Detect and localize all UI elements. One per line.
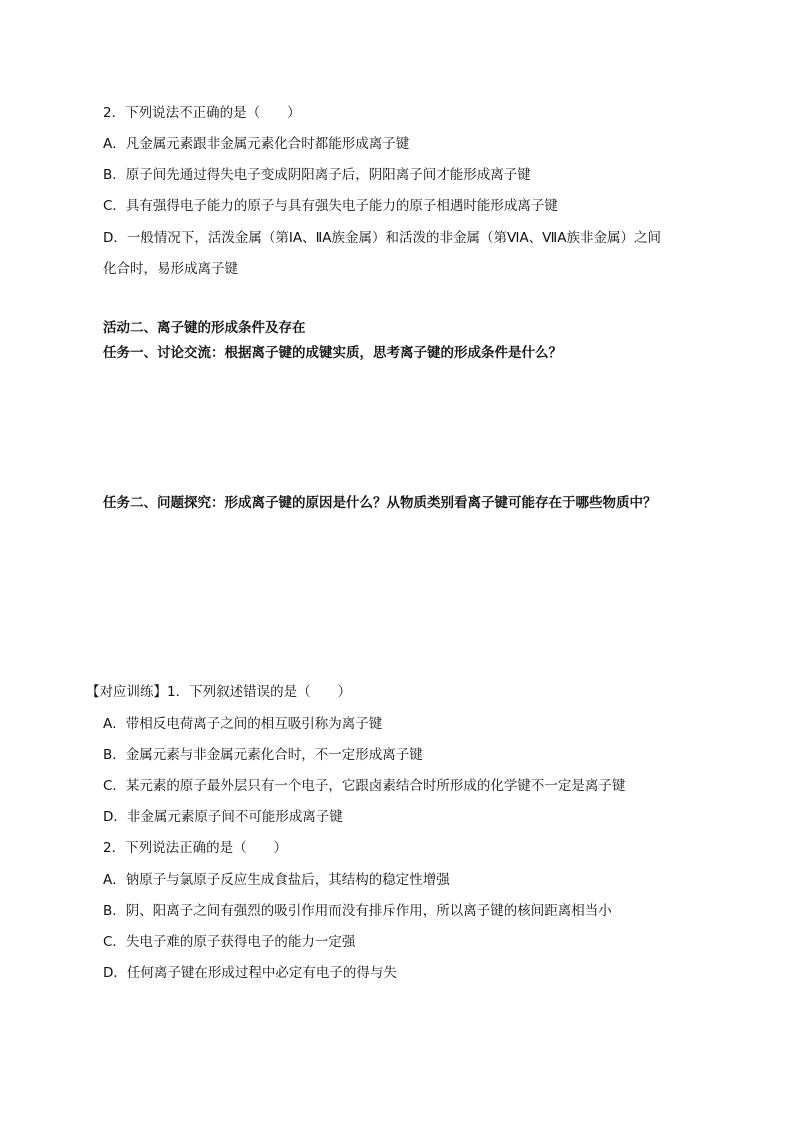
training-question-2-option-b: B．阴、阳离子之间有强烈的吸引作用而没有排斥作用，所以离子键的核间距离相当小 [103, 903, 612, 919]
training-question-1-option-b: B．金属元素与非金属元素化合时，不一定形成离子键 [103, 747, 423, 763]
training-question-1-option-c: C．某元素的原子最外层只有一个电子，它跟卤素结合时所形成的化学键不一定是离子键 [103, 778, 626, 794]
question-2-option-b: B．原子间先通过得失电子变成阴阳离子后，阴阳离子间才能形成离子键 [103, 167, 531, 183]
question-2-stem: 2．下列说法不正确的是（ ） [103, 105, 301, 121]
training-question-2-stem: 2．下列说法正确的是（ ） [103, 840, 288, 856]
training-question-2-option-d: D．任何离子键在形成过程中必定有电子的得与失 [103, 965, 397, 981]
training-question-1-stem: 【对应训练】1．下列叙述错误的是（ ） [86, 684, 352, 700]
task-1: 任务一、讨论交流：根据离子键的成键实质，思考离子键的形成条件是什么？ [103, 345, 562, 361]
training-question-2-option-c: C．失电子难的原子获得电子的能力一定强 [103, 934, 356, 950]
question-2-option-d-line2: 化合时，易形成离子键 [103, 261, 238, 277]
training-question-2-option-a: A．钠原子与氯原子反应生成食盐后，其结构的稳定性增强 [103, 872, 450, 888]
question-2-option-a: A．凡金属元素跟非金属元素化合时都能形成离子键 [103, 136, 410, 152]
question-2-option-c: C．具有强得电子能力的原子与具有强失电子能力的原子相遇时能形成离子键 [103, 198, 558, 214]
question-2-option-d-line1: D．一般情况下，活泼金属（第ⅠA、ⅡA族金属）和活泼的非金属（第ⅥA、ⅦA族非金属）之间 [103, 230, 662, 246]
task-2: 任务二、问题探究：形成离子键的原因是什么？从物质类别看离子键可能存在于哪些物质中？ [103, 495, 657, 511]
training-question-1-option-d: D．非金属元素原子间不可能形成离子键 [103, 809, 343, 825]
training-question-1-option-a: A．带相反电荷离子之间的相互吸引称为离子键 [103, 716, 383, 732]
activity-2-heading: 活动二、离子键的形成条件及存在 [103, 320, 306, 336]
